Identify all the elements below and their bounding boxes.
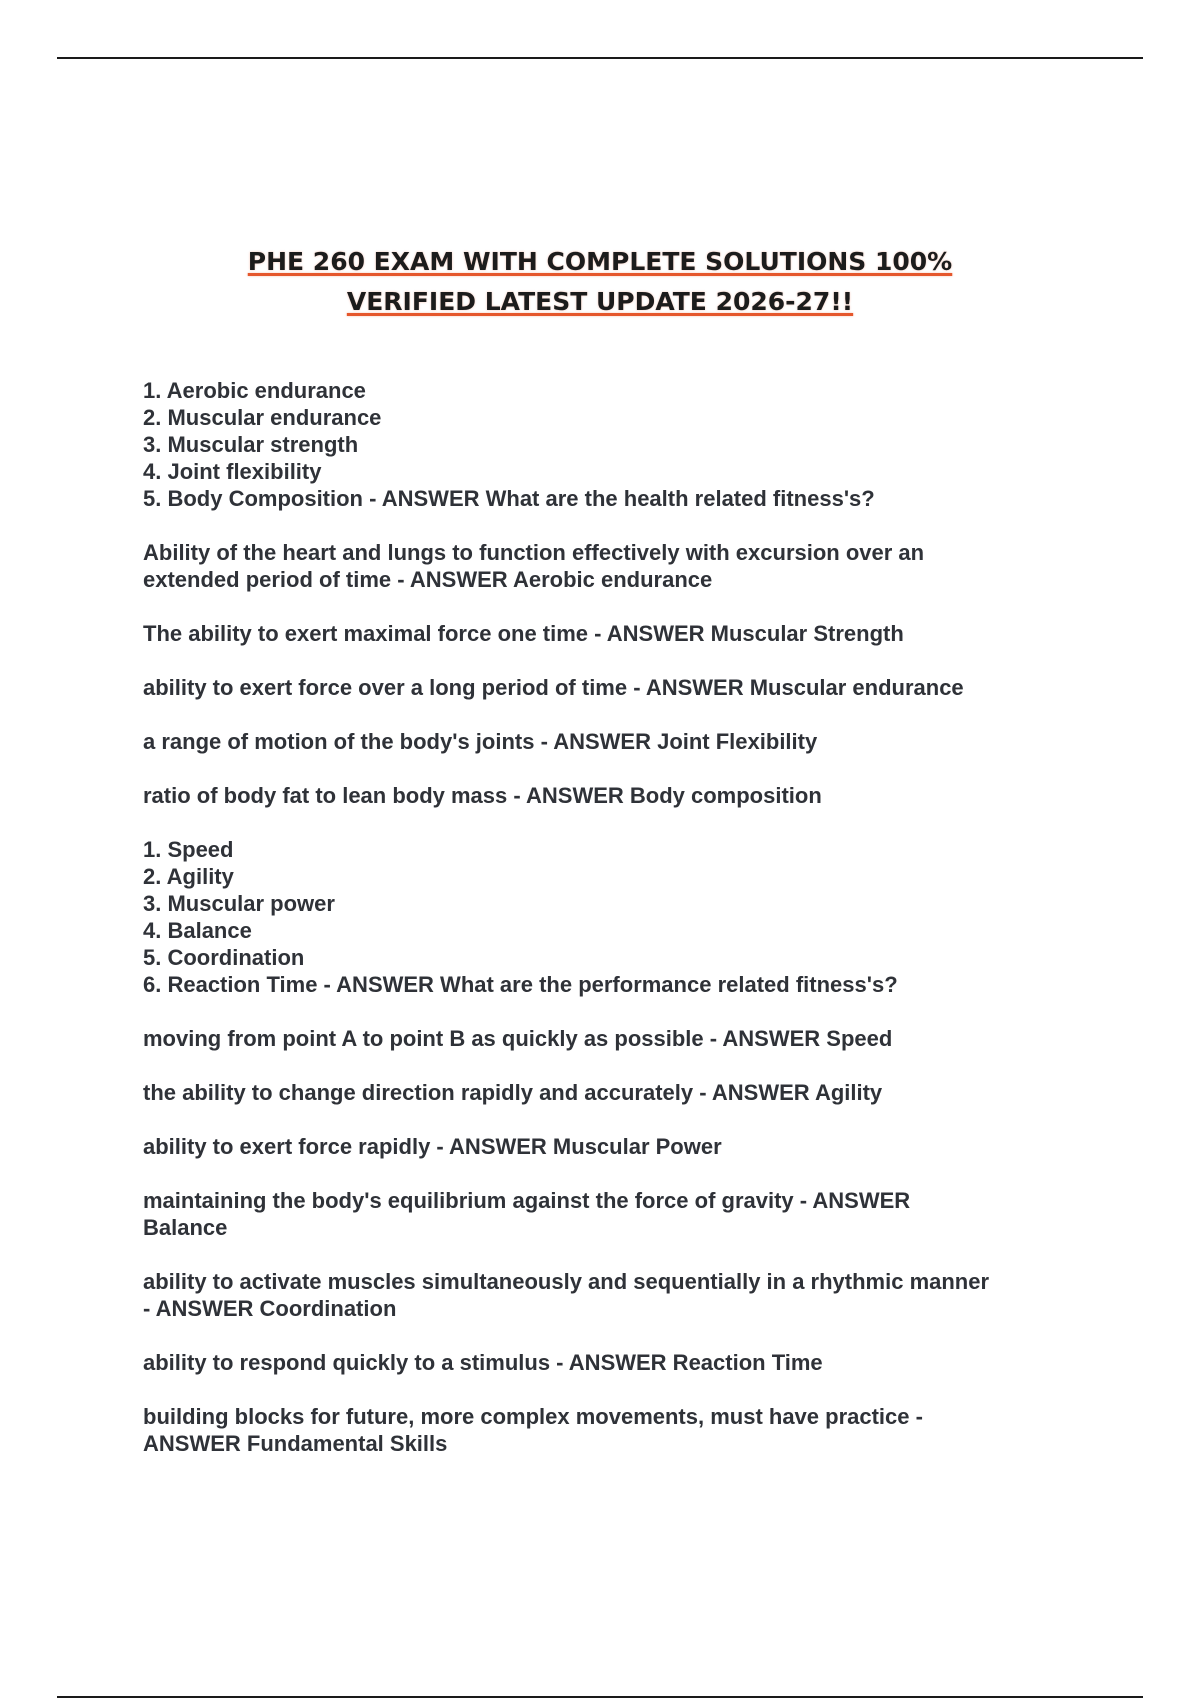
- qa-line: ability to exert force rapidly - ANSWER Muscular Power: [143, 1134, 722, 1159]
- qa-block: [143, 539, 1083, 593]
- qa-block: [143, 1187, 1083, 1241]
- qa-block: [143, 1025, 1083, 1052]
- qa-line: extended period of time - ANSWER Aerobic endurance: [143, 567, 713, 592]
- qa-line: Balance: [143, 1215, 228, 1240]
- qa-line: 3. Muscular strength: [143, 432, 359, 457]
- qa-line: 5. Coordination: [143, 945, 305, 970]
- qa-line: ratio of body fat to lean body mass - ANSWER Body composition: [143, 783, 822, 808]
- qa-block: [143, 674, 1083, 701]
- qa-block: [143, 1079, 1083, 1106]
- document-title-line-1: PHE 260 EXAM WITH COMPLETE SOLUTIONS 100%: [247, 247, 953, 276]
- qa-block: [143, 728, 1083, 755]
- qa-line: ANSWER Fundamental Skills: [143, 1431, 448, 1456]
- qa-line: 1. Speed: [143, 837, 234, 862]
- qa-block: [143, 782, 1083, 809]
- qa-line: The ability to exert maximal force one time - ANSWER Muscular Strength: [143, 621, 904, 646]
- qa-line: a range of motion of the body's joints - ANSWER Joint Flexibility: [143, 729, 818, 754]
- header-rule: [57, 57, 1143, 59]
- qa-block: [143, 1268, 1083, 1322]
- qa-line: 3. Muscular power: [143, 891, 335, 916]
- qa-line: 4. Joint flexibility: [143, 459, 322, 484]
- qa-line: - ANSWER Coordination: [143, 1296, 397, 1321]
- qa-line: 2. Agility: [143, 864, 234, 889]
- qa-line: 2. Muscular endurance: [143, 405, 382, 430]
- qa-line: maintaining the body's equilibrium against the force of gravity - ANSWER: [143, 1188, 911, 1213]
- document-title-line-2: VERIFIED LATEST UPDATE 2026-27!!: [346, 287, 854, 316]
- qa-block: [143, 1349, 1083, 1376]
- qa-block: [143, 1403, 1083, 1457]
- footer-rule: [57, 1696, 1143, 1698]
- qa-line: Ability of the heart and lungs to function effectively with excursion over an: [143, 540, 925, 565]
- qa-line: 6. Reaction Time - ANSWER What are the performance related fitness's?: [143, 972, 898, 997]
- qa-block: [143, 1133, 1083, 1160]
- qa-line: ability to exert force over a long period of time - ANSWER Muscular endurance: [143, 675, 964, 700]
- qa-line: moving from point A to point B as quickly as possible - ANSWER Speed: [143, 1026, 893, 1051]
- qa-line: 1. Aerobic endurance: [143, 378, 366, 403]
- document-title: [0, 242, 1200, 322]
- qa-content: [143, 377, 1083, 1484]
- qa-line: 5. Body Composition - ANSWER What are the health related fitness's?: [143, 486, 875, 511]
- qa-line: ability to activate muscles simultaneously and sequentially in a rhythmic manner: [143, 1269, 990, 1294]
- qa-line: ability to respond quickly to a stimulus - ANSWER Reaction Time: [143, 1350, 823, 1375]
- qa-block: [143, 620, 1083, 647]
- qa-line: the ability to change direction rapidly and accurately - ANSWER Agility: [143, 1080, 883, 1105]
- qa-line: 4. Balance: [143, 918, 252, 943]
- qa-block: [143, 377, 1083, 512]
- qa-block: [143, 836, 1083, 998]
- qa-line: building blocks for future, more complex movements, must have practice -: [143, 1404, 923, 1429]
